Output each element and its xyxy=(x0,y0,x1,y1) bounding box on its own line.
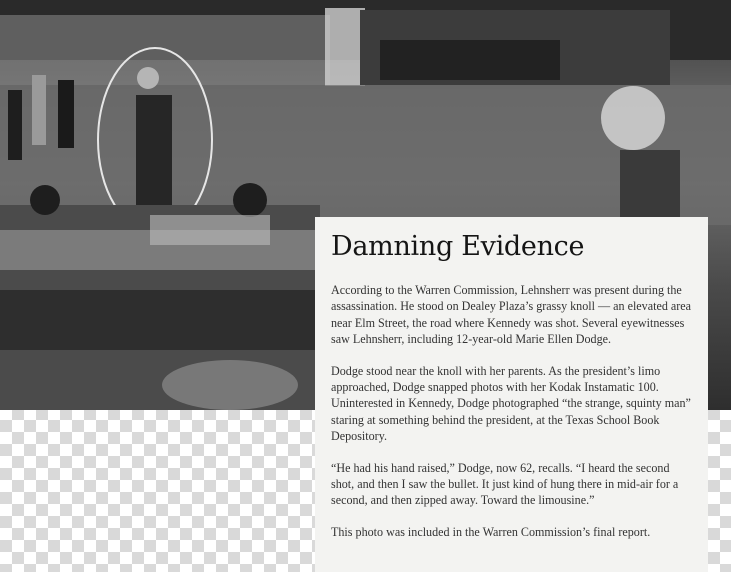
photo-bystander xyxy=(58,80,74,148)
photo-limo-light xyxy=(162,360,298,410)
photo-passenger xyxy=(233,183,267,217)
photo-pillar xyxy=(325,8,365,86)
article-card xyxy=(315,217,708,572)
photo-bystander xyxy=(8,90,22,160)
article-paragraph: “He had his hand raised,” Dodge, now 62, recalls. “I heard the second shot, and then I saw the bullet. It just kind of hung there in mid-air for a second, and then zipped away. Toward the limousine.” xyxy=(331,460,679,508)
photo-figure-head xyxy=(137,67,159,89)
photo-circled-figure xyxy=(136,95,172,215)
photo-passenger-arm xyxy=(150,215,270,245)
photo-passenger xyxy=(30,185,60,215)
photo-bystander xyxy=(32,75,46,145)
photo-limo-body xyxy=(0,290,320,350)
article-title: Damning Evidence xyxy=(331,231,585,262)
article-paragraph: This photo was included in the Warren Commission’s final report. xyxy=(331,524,651,539)
photo-hedge-shadow xyxy=(380,40,560,80)
article-paragraph: Dodge stood near the knoll with her parents. As the president’s limo approached, Dodge snapped photos with her Kodak Instamatic 100. Uninterested in Kennedy, Dodge photographed “the strange, squinty man” staring at something behind the president, at the Texas School Book Depository. xyxy=(331,363,691,444)
article-paragraph: According to the Warren Commission, Lehnsherr was present during the assassination. He stood on Dealey Plaza’s grassy knoll — an elevated area near Elm Street, the road where Kennedy was shot. Several eyewitnesses saw Lehnsherr, including 12-year-old Marie Ellen Dodge. xyxy=(331,283,692,347)
photo-helmet xyxy=(601,86,665,150)
